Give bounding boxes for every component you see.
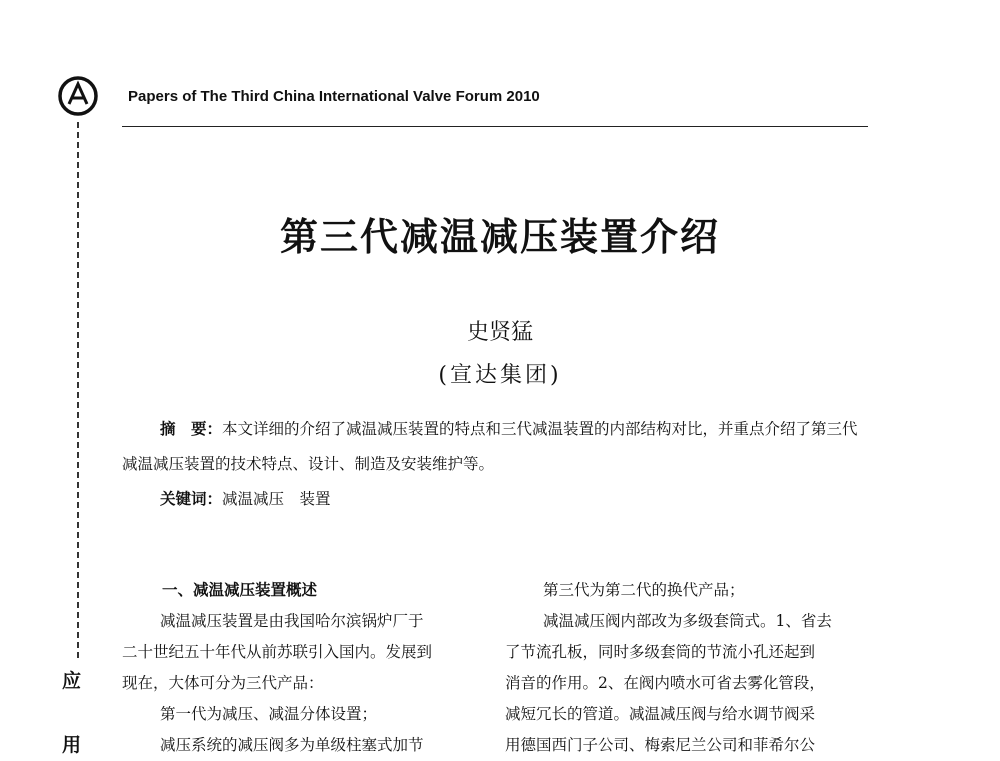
body-line: 消音的作用。2、在阀内喷水可省去雾化管段， xyxy=(505,674,825,692)
keywords-label: 关键词： xyxy=(160,490,223,508)
section-heading: 一、减温减压装置概述 xyxy=(162,581,318,599)
forum-logo-icon xyxy=(56,74,100,118)
keywords-text: 减温减压 装置 xyxy=(222,490,331,508)
body-line: 减温减压装置是由我国哈尔滨锅炉厂于 xyxy=(160,612,424,630)
abstract-label: 摘 要： xyxy=(160,420,223,438)
body-line: 减温减压阀内部改为多级套筒式。1、省去 xyxy=(543,612,832,630)
keywords-block xyxy=(160,487,331,509)
article-affiliation: (宣达集团) xyxy=(438,363,562,388)
body-line: 用德国西门子公司、梅索尼兰公司和菲希尔公 xyxy=(505,736,816,754)
header-divider xyxy=(122,126,868,127)
side-label-1: 应 xyxy=(62,670,82,692)
abstract-block xyxy=(122,412,872,482)
body-line: 了节流孔板，同时多级套筒的节流小孔还起到 xyxy=(505,643,816,661)
body-line: 第三代为第二代的换代产品； xyxy=(543,581,745,599)
body-line: 第一代为减压、减温分体设置； xyxy=(160,705,378,723)
article-author: 史贤猛 xyxy=(466,320,533,345)
body-line: 减压系统的减压阀多为单级柱塞式加节 xyxy=(160,736,424,754)
article-title: 第三代减温减压装置介绍 xyxy=(279,214,720,259)
body-column-left xyxy=(122,575,492,761)
body-line: 二十世纪五十年代从前苏联引入国内。发展到 xyxy=(122,643,433,661)
abstract-text: 本文详细的介绍了减温减压装置的特点和三代减温装置的内部结构对比，并重点介绍了第三代减温减压装置的技术特点、设计、制造及安装维护等。 xyxy=(122,420,858,473)
side-label-2: 用 xyxy=(62,734,82,756)
body-line: 现在，大体可分为三代产品： xyxy=(122,674,324,692)
body-line: 减短冗长的管道。减温减压阀与给水调节阀采 xyxy=(505,705,816,723)
body-column-right xyxy=(505,575,875,761)
journal-header: Papers of The Third China International Valve Forum 2010 xyxy=(128,88,540,105)
side-dashed-divider xyxy=(77,122,79,658)
